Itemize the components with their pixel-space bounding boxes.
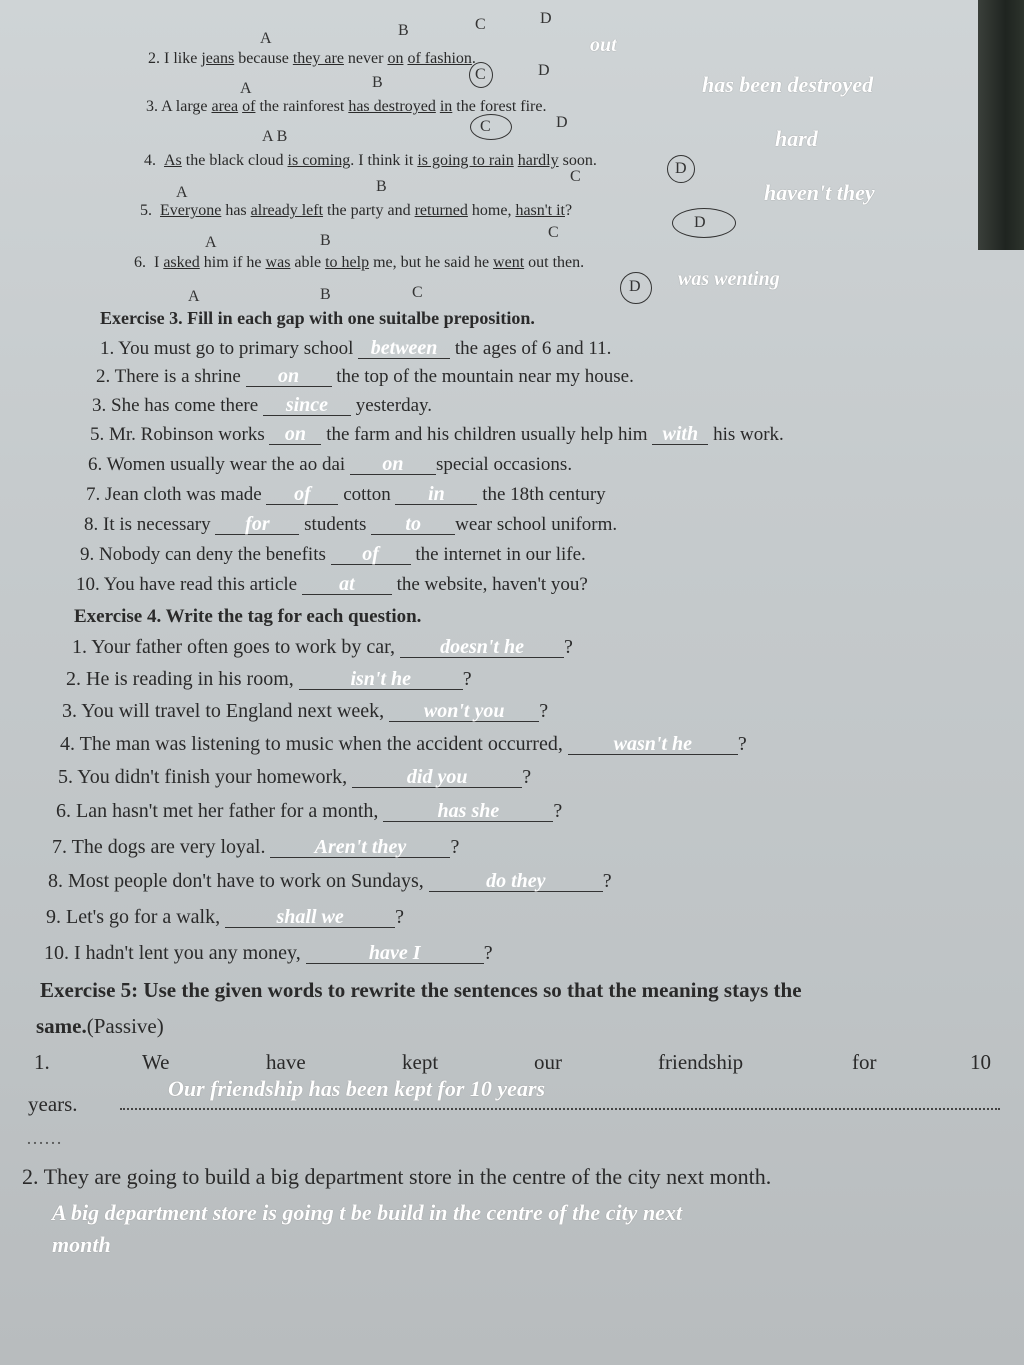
- ex2-question-6: 6. I asked him if he was able to help me, but he said he went out then.: [134, 254, 585, 271]
- ex5-word: years.: [28, 1092, 78, 1116]
- option-label: C: [475, 66, 486, 83]
- handwritten-answer: hard: [775, 126, 818, 151]
- ex4-item: 9. Let's go for a walk, shall we ?: [46, 906, 405, 928]
- handwritten-answer: Our friendship has been kept for 10 years: [168, 1076, 546, 1101]
- ex3-item: 1. You must go to primary school between the ages of 6 and 11.: [100, 337, 612, 359]
- ex2-question-4: 4. As the black cloud is coming. I think it is going to rain hardly soon.: [144, 152, 597, 169]
- dotted-continuation: ……: [26, 1128, 62, 1148]
- option-label: C: [480, 118, 491, 135]
- ex4-item: 1. Your father often goes to work by car, doesn't he ?: [72, 636, 573, 658]
- ex3-item: 2. There is a shrine on the top of the mountain near my house.: [96, 365, 634, 387]
- book-edge: [978, 0, 1024, 250]
- ex5-word: We: [142, 1050, 170, 1074]
- ex4-item: 4. The man was listening to music when the accident occurred, wasn't he ?: [60, 733, 747, 755]
- option-label: C: [548, 224, 559, 241]
- option-label: A: [240, 80, 252, 97]
- ex2-question-3: 3. A large area of the rainforest has destroyed in the forest fire.: [146, 98, 547, 115]
- option-label: B: [398, 22, 409, 39]
- ex3-item: 9. Nobody can deny the benefits of the internet in our life.: [80, 543, 586, 565]
- option-label: D: [556, 114, 568, 131]
- ex5-word: our: [534, 1050, 562, 1074]
- ex3-item: 5. Mr. Robinson works on the farm and his children usually help him with his work.: [90, 423, 784, 445]
- option-label: C: [570, 168, 581, 185]
- option-label: C: [475, 16, 486, 33]
- ex5-word: have: [266, 1050, 306, 1074]
- answer-circle: [469, 62, 493, 88]
- option-label: A: [188, 288, 200, 305]
- exercise-5-heading: Exercise 5: Use the given words to rewrite the sentences so that the meaning stays the: [40, 978, 802, 1002]
- ex5-num-1: 1.: [34, 1050, 50, 1074]
- exercise-5-heading-cont: same.(Passive): [36, 1014, 164, 1038]
- handwritten-answer: has been destroyed: [702, 72, 874, 97]
- ex4-item: 2. He is reading in his room, isn't he ?: [66, 668, 472, 690]
- answer-circle: [470, 114, 512, 140]
- option-label: D: [540, 10, 552, 27]
- handwritten-answer: was wenting: [678, 268, 780, 290]
- option-label: B: [376, 178, 387, 195]
- ex3-item: 3. She has come there since yesterday.: [92, 394, 433, 416]
- option-label: D: [538, 62, 550, 79]
- ex5-word: friendship: [658, 1050, 744, 1074]
- ex4-item: 8. Most people don't have to work on Sundays, do they ?: [48, 870, 612, 892]
- ex3-item: 6. Women usually wear the ao dai on special occasions.: [88, 453, 573, 475]
- handwritten-answer: out: [590, 34, 617, 56]
- exercise-4-heading: Exercise 4. Write the tag for each question.: [74, 606, 422, 627]
- ex5-question-2: 2. They are going to build a big department store in the centre of the city next month.: [22, 1164, 772, 1189]
- ex4-item: 5. You didn't finish your homework, did you ?: [58, 766, 532, 788]
- handwritten-answer: month: [52, 1232, 111, 1257]
- option-label: D: [629, 278, 641, 295]
- ex5-word: kept: [402, 1050, 439, 1074]
- handwritten-answer: A big department store is going t be build in the centre of the city next: [52, 1200, 683, 1225]
- option-label: B: [320, 232, 331, 249]
- ex4-item: 7. The dogs are very loyal. Aren't they ?: [52, 836, 460, 858]
- option-label: A: [205, 234, 217, 251]
- option-label: B: [372, 74, 383, 91]
- ex4-item: 10. I hadn't lent you any money, have I ?: [44, 942, 493, 964]
- handwritten-answer: haven't they: [764, 180, 875, 205]
- option-label: A: [176, 184, 188, 201]
- option-label: C: [412, 284, 423, 301]
- option-label: B: [320, 286, 331, 303]
- option-label: A B: [262, 128, 288, 145]
- option-label: D: [694, 214, 706, 231]
- ex4-item: 6. Lan hasn't met her father for a month, has she ?: [56, 800, 563, 822]
- answer-circle: [672, 208, 736, 238]
- ex3-item: 8. It is necessary for students to wear school uniform.: [84, 513, 618, 535]
- ex3-item: 7. Jean cloth was made of cotton in the 18th century: [86, 483, 606, 505]
- exercise-3-heading: Exercise 3. Fill in each gap with one suitalbe preposition.: [100, 308, 535, 328]
- ex4-item: 3. You will travel to England next week, won't you ?: [62, 700, 549, 722]
- option-label: D: [675, 160, 687, 177]
- ex2-question-2: 2. I like jeans because they are never on of fashion.: [148, 50, 476, 67]
- option-label: A: [260, 30, 272, 47]
- ex5-word: 10: [970, 1050, 991, 1074]
- ex5-word: for: [852, 1050, 877, 1074]
- answer-circle: [667, 155, 695, 183]
- ex3-item: 10. You have read this article at the website, haven't you?: [76, 573, 588, 595]
- answer-circle: [620, 272, 652, 304]
- ex2-question-5: 5. Everyone has already left the party and returned home, hasn't it?: [140, 202, 573, 219]
